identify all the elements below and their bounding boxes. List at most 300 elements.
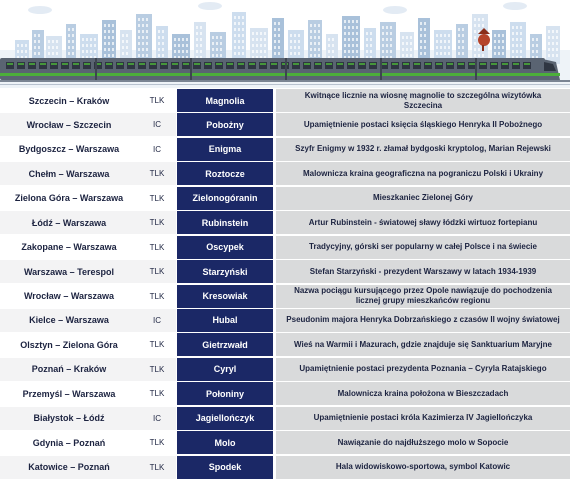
train-window-band: [205, 63, 211, 65]
building-window: [318, 54, 320, 57]
route-cell: Zielona Góra – Warszawa: [14, 193, 124, 204]
building-window: [420, 46, 422, 49]
name-description-cell: Upamiętnienie postaci prezydenta Poznania – Cyryla Ratajskiego: [276, 358, 570, 381]
car-joint: [380, 58, 382, 80]
train-window-band: [117, 63, 123, 65]
building-window: [90, 38, 92, 41]
building-window: [314, 30, 316, 33]
building-window: [234, 40, 236, 43]
building-window: [314, 54, 316, 57]
building-window: [212, 42, 214, 45]
building-window: [440, 34, 442, 37]
building-window: [82, 50, 84, 53]
building-window: [444, 52, 446, 55]
building: [232, 12, 246, 64]
table-row: [0, 407, 570, 431]
building-window: [328, 44, 330, 47]
building-window: [104, 30, 106, 33]
building-window: [424, 52, 426, 55]
building-window: [382, 38, 384, 41]
building-window: [212, 36, 214, 39]
building-window: [278, 34, 280, 37]
building-window: [556, 54, 558, 57]
train-name-cell: Cyryl: [177, 358, 273, 381]
rail: [0, 80, 570, 82]
building-window: [34, 46, 36, 49]
cloud: [198, 2, 222, 10]
train-window-band: [392, 63, 398, 65]
building-window: [242, 40, 244, 43]
building-window: [382, 44, 384, 47]
building-window: [318, 24, 320, 27]
name-description-cell: Upamiętnienie postaci króla Kazimierza IV Jagiellończyka: [276, 407, 570, 430]
building-window: [21, 44, 23, 47]
building-window: [25, 44, 27, 47]
building-window: [112, 30, 114, 33]
building-window: [38, 34, 40, 37]
route-cell: Gdynia – Poznań: [32, 437, 106, 448]
building-window: [440, 40, 442, 43]
building-window: [48, 40, 50, 43]
building-window: [216, 42, 218, 45]
building-window: [68, 46, 70, 49]
train-window-band: [293, 63, 299, 65]
building-window: [386, 38, 388, 41]
building-window: [56, 46, 58, 49]
building-window: [108, 30, 110, 33]
building-window: [212, 54, 214, 57]
building-window: [502, 34, 504, 37]
building-window: [512, 38, 514, 41]
route-cell: Wrocław – Szczecin: [0, 113, 138, 136]
building-window: [382, 26, 384, 29]
building-window: [552, 48, 554, 51]
train-type-cell: TLK: [149, 291, 165, 301]
building-window: [458, 28, 460, 31]
building-window: [406, 54, 408, 57]
building-window: [17, 44, 19, 47]
train-window-band: [458, 63, 464, 65]
building-window: [142, 30, 144, 33]
building-window: [178, 38, 180, 41]
train-window-band: [414, 63, 420, 65]
building-window: [536, 38, 538, 41]
building-window: [242, 28, 244, 31]
building-window: [370, 44, 372, 47]
building-window: [182, 50, 184, 53]
building-window: [146, 42, 148, 45]
building-window: [406, 48, 408, 51]
train-type-cell: TLK: [149, 96, 165, 105]
building-window: [146, 36, 148, 39]
building-window: [556, 48, 558, 51]
train-type-cell: TLK: [138, 211, 176, 234]
train-window-band: [128, 63, 134, 65]
building-window: [382, 50, 384, 53]
building-window: [196, 50, 198, 53]
building-window: [448, 52, 450, 55]
building-window: [520, 32, 522, 35]
building-window: [344, 26, 346, 29]
building-window: [482, 18, 484, 21]
train-window-band: [370, 63, 376, 65]
building-window: [328, 50, 330, 53]
car-joint: [95, 58, 97, 80]
building-window: [520, 50, 522, 53]
building-window: [462, 28, 464, 31]
building-window: [440, 46, 442, 49]
building-window: [238, 22, 240, 25]
building-window: [220, 42, 222, 45]
building-window: [142, 42, 144, 45]
building-window: [104, 54, 106, 57]
building-window: [94, 44, 96, 47]
train-name-cell: Pobożny: [177, 113, 273, 136]
train-window-band: [84, 63, 90, 65]
building-window: [298, 52, 300, 55]
building-window: [352, 26, 354, 29]
building-window: [182, 38, 184, 41]
building-window: [186, 38, 188, 41]
table-row: [0, 456, 570, 480]
building-window: [458, 46, 460, 49]
train-window-band: [513, 63, 519, 65]
building-window: [72, 28, 74, 31]
building-window: [138, 36, 140, 39]
rooster-icon: [478, 34, 490, 46]
building-window: [386, 26, 388, 29]
building-window: [274, 46, 276, 49]
building-window: [356, 44, 358, 47]
building-window: [310, 36, 312, 39]
building-window: [122, 52, 124, 55]
building-window: [424, 28, 426, 31]
building-window: [494, 46, 496, 49]
building-window: [178, 44, 180, 47]
building-window: [448, 46, 450, 49]
building-window: [382, 32, 384, 35]
building-window: [242, 16, 244, 19]
building-window: [238, 34, 240, 37]
table-row: [0, 431, 570, 455]
table-row: [0, 162, 570, 186]
building-window: [56, 52, 58, 55]
building-window: [516, 26, 518, 29]
building-window: [104, 24, 106, 27]
building-window: [344, 44, 346, 47]
city-skyline-train-illustration: [0, 0, 570, 88]
building-window: [25, 50, 27, 53]
building-window: [366, 44, 368, 47]
building-window: [138, 42, 140, 45]
building-window: [402, 54, 404, 57]
building-window: [344, 50, 346, 53]
building-window: [474, 36, 476, 39]
train-name-cell: Gietrzwałd: [177, 333, 273, 356]
building-window: [310, 24, 312, 27]
train-window-band: [139, 63, 145, 65]
building-window: [256, 32, 258, 35]
car-joint: [285, 58, 287, 80]
building-window: [290, 52, 292, 55]
building-window: [402, 42, 404, 45]
building-window: [390, 50, 392, 53]
train-name-cell: Roztocze: [177, 162, 273, 185]
route-cell: Kielce – Warszawa: [0, 309, 138, 332]
table-row: [0, 211, 570, 235]
building-window: [410, 42, 412, 45]
building-window: [220, 54, 222, 57]
train-window-band: [447, 63, 453, 65]
building-window: [318, 30, 320, 33]
train-window-band: [238, 63, 244, 65]
building-window: [370, 32, 372, 35]
building-window: [220, 48, 222, 51]
building-window: [390, 44, 392, 47]
table-row: [0, 89, 570, 113]
train-window-band: [403, 63, 409, 65]
name-description-cell: Kwitnące licznie na wiosnę magnolie to szczególna wizytówka Szczecina: [276, 89, 570, 112]
building-window: [86, 44, 88, 47]
building-window: [310, 42, 312, 45]
building-window: [512, 32, 514, 35]
building-window: [332, 50, 334, 53]
building-window: [424, 22, 426, 25]
name-description-cell: Tradycyjny, górski ser popularny w całej Polsce i na świecie: [276, 236, 570, 259]
table-row: [0, 138, 570, 162]
route-cell: Przemyśl – Warszawa: [22, 388, 116, 399]
building-window: [216, 54, 218, 57]
building-window: [290, 34, 292, 37]
building-window: [448, 40, 450, 43]
train-type-cell: IC: [138, 113, 176, 136]
building-window: [390, 32, 392, 35]
train-type-cell: TLK: [138, 260, 176, 283]
building-window: [48, 52, 50, 55]
building-window: [138, 54, 140, 57]
building-window: [294, 46, 296, 49]
building-window: [252, 32, 254, 35]
building-window: [112, 42, 114, 45]
train-type-cell: IC: [138, 407, 176, 430]
name-description-cell: Malownicza kraina położona w Bieszczadach: [276, 382, 570, 405]
train-name-cell: Oscypek: [177, 236, 273, 259]
building-window: [318, 48, 320, 51]
building-window: [126, 40, 128, 43]
building-window: [278, 28, 280, 31]
building-window: [21, 50, 23, 53]
name-description-cell: Stefan Starzyński - prezydent Warszawy w latach 1934-1939: [276, 260, 570, 283]
building-window: [512, 50, 514, 53]
building-window: [200, 38, 202, 41]
building-window: [200, 32, 202, 35]
building-window: [234, 46, 236, 49]
building-window: [122, 46, 124, 49]
building-window: [406, 42, 408, 45]
building-window: [366, 32, 368, 35]
building-window: [142, 36, 144, 39]
building-window: [462, 40, 464, 43]
building-window: [216, 36, 218, 39]
train-name-cell: Kresowiak: [177, 285, 273, 308]
building-window: [264, 38, 266, 41]
train-type-cell: IC: [153, 144, 161, 154]
building-window: [138, 48, 140, 51]
building-window: [158, 30, 160, 33]
route-cell: Szczecin – Kraków: [28, 95, 110, 106]
building-window: [72, 46, 74, 49]
train-window-band: [425, 63, 431, 65]
building-window: [234, 28, 236, 31]
building-window: [536, 44, 538, 47]
building-window: [332, 38, 334, 41]
building-window: [146, 24, 148, 27]
building-window: [512, 26, 514, 29]
building-window: [344, 38, 346, 41]
building-window: [498, 46, 500, 49]
building-window: [108, 24, 110, 27]
table-row: [0, 358, 570, 382]
table-row: [0, 309, 570, 333]
building-window: [318, 36, 320, 39]
building-window: [48, 46, 50, 49]
building-window: [242, 34, 244, 37]
train-window-band: [183, 63, 189, 65]
building-window: [348, 50, 350, 53]
building-window: [86, 50, 88, 53]
building-window: [158, 36, 160, 39]
building-window: [478, 24, 480, 27]
cloud: [28, 6, 52, 14]
train-name-cell: Hubal: [177, 309, 273, 332]
building-window: [162, 36, 164, 39]
building-window: [142, 54, 144, 57]
building-window: [424, 34, 426, 37]
building-window: [238, 52, 240, 55]
building-window: [162, 48, 164, 51]
building-window: [494, 40, 496, 43]
building-window: [410, 48, 412, 51]
building-window: [352, 32, 354, 35]
building-window: [138, 30, 140, 33]
rooster-leg: [482, 45, 484, 51]
building-window: [294, 52, 296, 55]
building-window: [146, 18, 148, 21]
building-window: [406, 36, 408, 39]
train-name-cell: Rubinstein: [177, 211, 273, 234]
train-name-cell: Jagiellończyk: [177, 407, 273, 430]
building-window: [238, 40, 240, 43]
building-window: [260, 44, 262, 47]
building-window: [264, 50, 266, 53]
building-window: [390, 26, 392, 29]
building-window: [104, 36, 106, 39]
building-window: [278, 22, 280, 25]
table-row: [0, 260, 570, 284]
building-window: [532, 50, 534, 53]
train-window-band: [315, 63, 321, 65]
building-window: [294, 34, 296, 37]
building-window: [238, 28, 240, 31]
building-window: [38, 46, 40, 49]
table-row: [0, 113, 570, 137]
building-window: [462, 52, 464, 55]
building-window: [552, 36, 554, 39]
train-window-band: [502, 63, 508, 65]
building-window: [436, 34, 438, 37]
building-window: [502, 40, 504, 43]
building-window: [196, 26, 198, 29]
car-joint: [190, 58, 192, 80]
train-type-cell: TLK: [149, 438, 165, 448]
name-description-cell: Nawiązanie do najdłuższego molo w Sopocie: [276, 431, 570, 454]
building-window: [344, 20, 346, 23]
building-window: [72, 52, 74, 55]
train-window-band: [40, 63, 46, 65]
building-window: [52, 52, 54, 55]
train-window-band: [106, 63, 112, 65]
building-window: [370, 38, 372, 41]
building-window: [104, 48, 106, 51]
building-window: [410, 54, 412, 57]
building-window: [122, 40, 124, 43]
table-row: [0, 236, 570, 260]
building-window: [274, 34, 276, 37]
building-window: [242, 52, 244, 55]
building-window: [86, 38, 88, 41]
building-window: [520, 38, 522, 41]
train-window-band: [249, 63, 255, 65]
building-window: [142, 18, 144, 21]
building-window: [146, 30, 148, 33]
building-window: [158, 42, 160, 45]
building-window: [516, 44, 518, 47]
building-window: [126, 46, 128, 49]
route-cell: Olsztyn – Zielona Góra: [20, 339, 118, 350]
train-window-band: [524, 63, 530, 65]
building-window: [146, 48, 148, 51]
building-window: [512, 44, 514, 47]
train-type-cell: TLK: [138, 358, 176, 381]
name-description-cell: Upamiętnienie postaci księcia śląskiego Henryka II Pobożnego: [276, 113, 570, 136]
building-window: [386, 32, 388, 35]
train-window-band: [18, 63, 24, 65]
route-cell: Bydgoszcz – Warszawa: [18, 144, 120, 155]
building-window: [478, 48, 480, 51]
train-table: [0, 89, 570, 480]
train-window-band: [172, 63, 178, 65]
train-window-band: [480, 63, 486, 65]
name-description-cell: Mieszkaniec Zielonej Góry: [276, 187, 570, 210]
building-window: [252, 38, 254, 41]
building-window: [318, 42, 320, 45]
building-window: [310, 30, 312, 33]
building-window: [138, 18, 140, 21]
building-window: [520, 26, 522, 29]
building-window: [548, 54, 550, 57]
name-description-cell: Nazwa pociągu kursującego przez Opole nawiązuje do pochodzenia licznej grupy mieszkańców regionu: [276, 285, 570, 308]
table-row: [0, 285, 570, 309]
train-window-band: [150, 63, 156, 65]
building-window: [112, 24, 114, 27]
train-name-cell: Połoniny: [177, 382, 273, 405]
building-window: [332, 44, 334, 47]
building-window: [436, 46, 438, 49]
building-window: [82, 38, 84, 41]
building-window: [186, 50, 188, 53]
building-window: [366, 50, 368, 53]
train-window-band: [51, 63, 57, 65]
